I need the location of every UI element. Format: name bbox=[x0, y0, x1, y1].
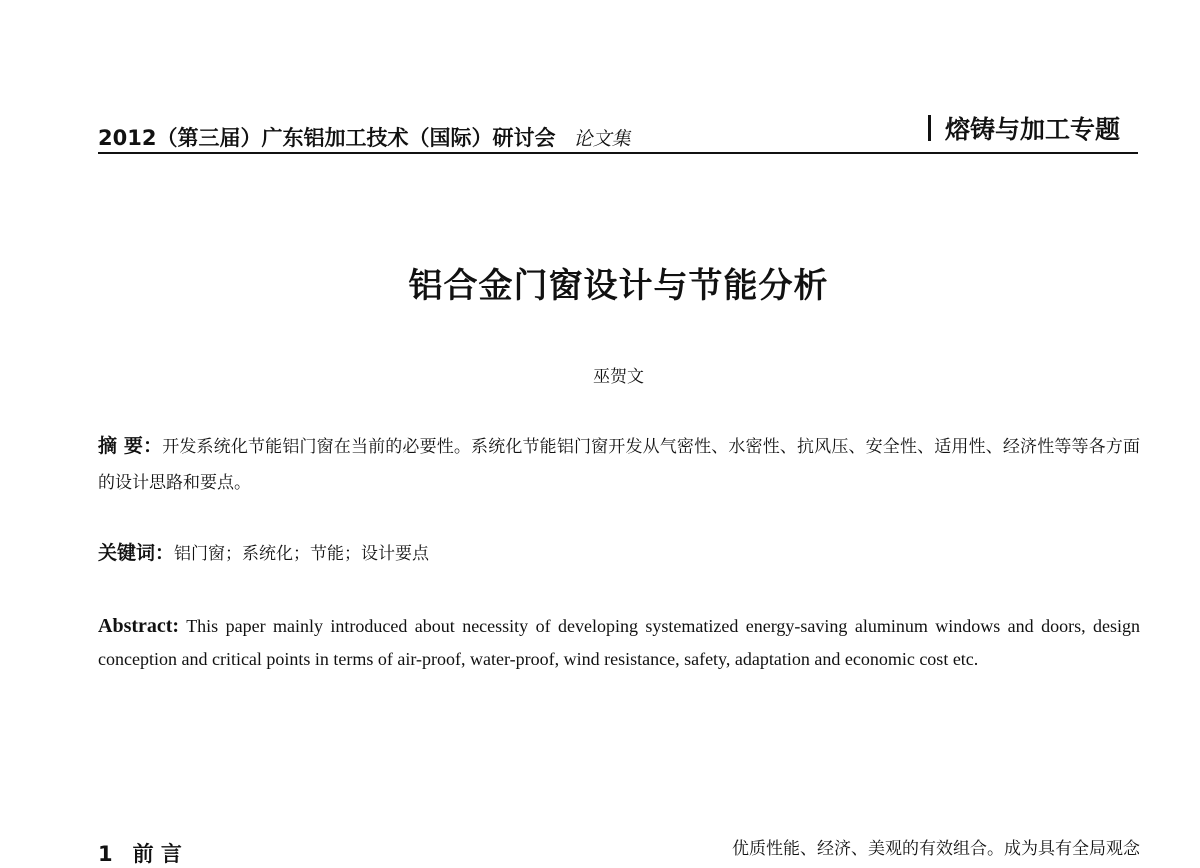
header-rule bbox=[98, 152, 1138, 154]
section-title: 前 言 bbox=[132, 842, 182, 866]
header-conference-title bbox=[98, 122, 630, 152]
header-topic bbox=[928, 110, 1120, 146]
abstract-english-label: Abstract: bbox=[98, 615, 180, 637]
abstract-english-text: This paper mainly introduced about necessity of developing systematized energy-saving aluminum windows and doors, design conception and critical points in terms of air-proof, water-proof, wind resistance, safety, adaptation and economic cost etc. bbox=[98, 616, 1140, 669]
header-conference-text: 2012（第三届）广东铝加工技术（国际）研讨会 bbox=[98, 126, 556, 150]
abstract-chinese bbox=[98, 428, 1140, 501]
header-topic-text: 熔铸与加工专题 bbox=[944, 115, 1120, 144]
paper-author: 巫贺文 bbox=[593, 367, 644, 387]
header-divider-bar bbox=[928, 115, 931, 141]
running-header bbox=[98, 115, 1138, 158]
header-proceedings-tag: 论文集 bbox=[573, 128, 631, 150]
keywords bbox=[98, 538, 1140, 569]
abstract-chinese-text: 开发系统化节能铝门窗在当前的必要性。系统化节能铝门窗开发从气密性、水密性、抗风压、安全性、适用性、经济性等等各方面的设计思路和要点。 bbox=[98, 437, 1140, 493]
section-heading bbox=[98, 838, 182, 868]
abstract-chinese-label: 摘 要： bbox=[98, 435, 163, 457]
keywords-label: 关键词： bbox=[98, 542, 175, 564]
paper-title: 铝合金门窗设计与节能分析 bbox=[408, 266, 829, 306]
keywords-text: 铝门窗；系统化；节能；设计要点 bbox=[174, 544, 430, 564]
body-text-right-column: 优质性能、经济、美观的有效组合。成为具有全局观念 bbox=[732, 839, 1140, 859]
section-number: 1 bbox=[98, 842, 113, 866]
abstract-english bbox=[98, 610, 1140, 676]
